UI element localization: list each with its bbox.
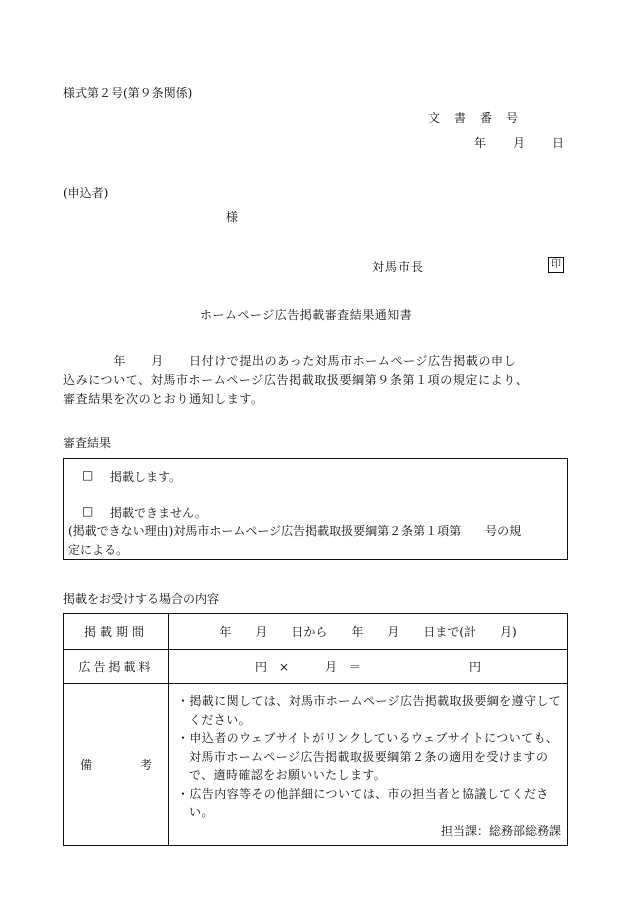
- intro-line-3: 審査結果を次のとおり通知します。: [63, 392, 264, 406]
- fee-value: 円 × 月 ＝ 円: [169, 650, 568, 684]
- reject-checkbox[interactable]: □: [82, 504, 94, 518]
- notes-label: 備 考: [64, 684, 169, 846]
- period-label: 掲載期間: [64, 614, 169, 650]
- accept-option-label: 掲載します。: [110, 470, 182, 484]
- sender-name: 対馬市長: [372, 260, 425, 274]
- intro-line-1: 年 月 日付けで提出のあった対馬市ホームページ広告掲載の申し: [63, 354, 517, 368]
- seal-mark: 印: [548, 257, 564, 273]
- conditions-table: [63, 613, 568, 846]
- date-label: 年 月 日: [474, 136, 566, 150]
- period-row: [64, 614, 568, 650]
- document-number-label: 文 書 番 号: [428, 111, 520, 125]
- note-item: ・広告内容等その他詳細については、市の担当者と協議してください。: [177, 786, 549, 819]
- reject-reason-line-2: 定による。: [68, 543, 129, 557]
- review-result-heading: 審査結果: [63, 436, 112, 450]
- fee-row: [64, 650, 568, 684]
- document-title: ホームページ広告掲載審査結果通知書: [200, 308, 413, 322]
- applicant-label: (申込者): [63, 186, 109, 200]
- intro-paragraph: [63, 352, 567, 409]
- form-number: 様式第２号(第９条関係): [63, 86, 193, 100]
- review-result-box: [63, 458, 568, 560]
- notes-list: [177, 692, 565, 822]
- contact-department: 担当課：総務部総務課: [440, 824, 561, 838]
- honorific: 様: [226, 210, 239, 224]
- conditions-heading: 掲載をお受けする場合の内容: [63, 592, 220, 606]
- period-value: 年 月 日から 年 月 日まで(計 月): [169, 614, 568, 650]
- notes-row: [64, 684, 568, 846]
- reject-option-label: 掲載できません。: [110, 506, 207, 520]
- fee-label: 広告掲載料: [64, 650, 169, 684]
- note-item: ・掲載に関しては、対馬市ホームページ広告掲載取扱要綱を遵守してください。: [177, 694, 562, 727]
- intro-line-2: 込みについて、対馬市ホームページ広告掲載取扱要綱第９条第１項の規定により、: [63, 373, 529, 387]
- notes-cell: [169, 684, 568, 846]
- note-item: ・申込者のウェブサイトがリンクしているウェブサイトについても、対馬市ホームページ広告掲載取扱要綱第２条の適用を受けますので、適時確認をお願いいたします。: [177, 731, 559, 782]
- accept-checkbox[interactable]: □: [82, 468, 94, 482]
- reject-reason-line-1: (掲載できない理由)対馬市ホームページ広告掲載取扱要綱第２条第１項第 号の規: [68, 524, 522, 538]
